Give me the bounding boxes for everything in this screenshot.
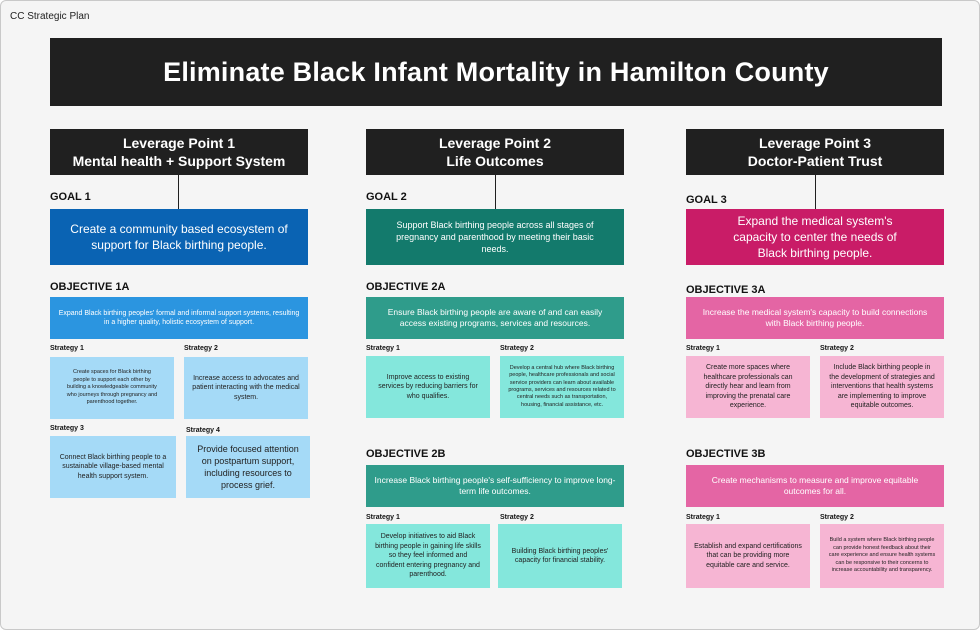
leverage-point-1-subtitle: Mental health + Support System [72, 153, 286, 169]
leverage-point-1 [50, 129, 308, 175]
objective-3b-label: OBJECTIVE 3B [686, 448, 766, 460]
strategy-3b-2-card: Build a system where Black birthing people can provide honest feedback about their care experience and ensure health systems can be responsive to their concerns to increase accountability and transparency. [820, 524, 944, 588]
objective-2a-label: OBJECTIVE 2A [366, 281, 446, 293]
strategy-2a-1-label: Strategy 1 [366, 345, 400, 352]
strategy-3a-1-card: Create more spaces where healthcare professionals can directly hear and learn from improving the prenatal care experience. [686, 356, 810, 418]
strategy-2b-1-label: Strategy 1 [366, 514, 400, 521]
main-title: Eliminate Black Infant Mortality in Hamilton County [50, 38, 942, 106]
strategy-1a-3-card: Connect Black birthing people to a sustainable village-based mental health support system. [50, 436, 176, 498]
connector-line-3 [815, 175, 816, 209]
goal-2-label: GOAL 2 [366, 191, 407, 203]
goal-1-box: Create a community based ecosystem of support for Black birthing people. [50, 209, 308, 265]
objective-3a-box: Increase the medical system's capacity to build connections with Black birthing people. [686, 297, 944, 339]
leverage-point-3-subtitle: Doctor-Patient Trust [747, 153, 883, 169]
strategy-1a-4-card: Provide focused attention on postpartum support, including resources to process grief. [186, 436, 310, 498]
strategy-1a-3-label: Strategy 3 [50, 425, 84, 432]
strategy-2b-1-card: Develop initiatives to aid Black birthing people in gaining life skills so they feel informed and confident entering pregnancy and parenthood. [366, 524, 490, 588]
strategy-2a-2-card: Develop a central hub where Black birthing people, healthcare professionals and social service providers can learn about available programs, services and resources related to central needs such as transportation, housing, financial assistance, etc. [500, 356, 624, 418]
strategy-1a-4-label: Strategy 4 [186, 427, 220, 434]
objective-3b-box: Create mechanisms to measure and improve equitable outcomes for all. [686, 465, 944, 507]
strategy-3b-2-label: Strategy 2 [820, 514, 854, 521]
leverage-point-3 [686, 129, 944, 175]
goal-3-box: Expand the medical system's capacity to center the needs of Black birthing people. [686, 209, 944, 265]
objective-2a-box: Ensure Black birthing people are aware of and can easily access existing programs, services and resources. [366, 297, 624, 339]
strategy-1a-2-card: Increase access to advocates and patient interacting with the medical system. [184, 357, 308, 419]
leverage-point-2-subtitle: Life Outcomes [446, 153, 544, 169]
leverage-point-1-title: Leverage Point 1 [122, 135, 236, 151]
objective-1a-label: OBJECTIVE 1A [50, 281, 130, 293]
strategy-3b-1-label: Strategy 1 [686, 514, 720, 521]
strategy-3a-2-label: Strategy 2 [820, 345, 854, 352]
objective-2b-box: Increase Black birthing people's self-sufficiency to improve long-term life outcomes. [366, 465, 624, 507]
goal-3-label: GOAL 3 [686, 194, 727, 206]
leverage-point-3-title: Leverage Point 3 [758, 135, 872, 151]
strategy-1a-1-card: Create spaces for Black birthing people to support each other by building a knowledgeable community who journeys through pregnancy and parenthood together. [50, 357, 174, 419]
strategy-2a-2-label: Strategy 2 [500, 345, 534, 352]
objective-3a-label: OBJECTIVE 3A [686, 284, 766, 296]
strategy-2b-2-label: Strategy 2 [500, 514, 534, 521]
strategy-3a-1-label: Strategy 1 [686, 345, 720, 352]
leverage-point-2-title: Leverage Point 2 [438, 135, 552, 151]
goal-1-label: GOAL 1 [50, 191, 91, 203]
goal-2-box: Support Black birthing people across all stages of pregnancy and parenthood by meeting their basic needs. [366, 209, 624, 265]
strategy-1a-2-label: Strategy 2 [184, 345, 218, 352]
strategy-1a-1-label: Strategy 1 [50, 345, 84, 352]
connector-line-1 [178, 175, 179, 209]
page-label: CC Strategic Plan [10, 11, 90, 22]
strategy-3b-1-card: Establish and expand certifications that can be providing more equitable care and service. [686, 524, 810, 588]
connector-line-2 [495, 175, 496, 209]
leverage-point-2 [366, 129, 624, 175]
strategy-2a-1-card: Improve access to existing services by reducing barriers for who qualifies. [366, 356, 490, 418]
strategy-2b-2-card: Building Black birthing peoples' capacity for financial stability. [498, 524, 622, 588]
strategy-3a-2-card: Include Black birthing people in the development of strategies and interventions that health systems are implementing to improve equitable outcomes. [820, 356, 944, 418]
objective-1a-box: Expand Black birthing peoples' formal and informal support systems, resulting in a higher quality, holistic ecosystem of support. [50, 297, 308, 339]
objective-2b-label: OBJECTIVE 2B [366, 448, 446, 460]
